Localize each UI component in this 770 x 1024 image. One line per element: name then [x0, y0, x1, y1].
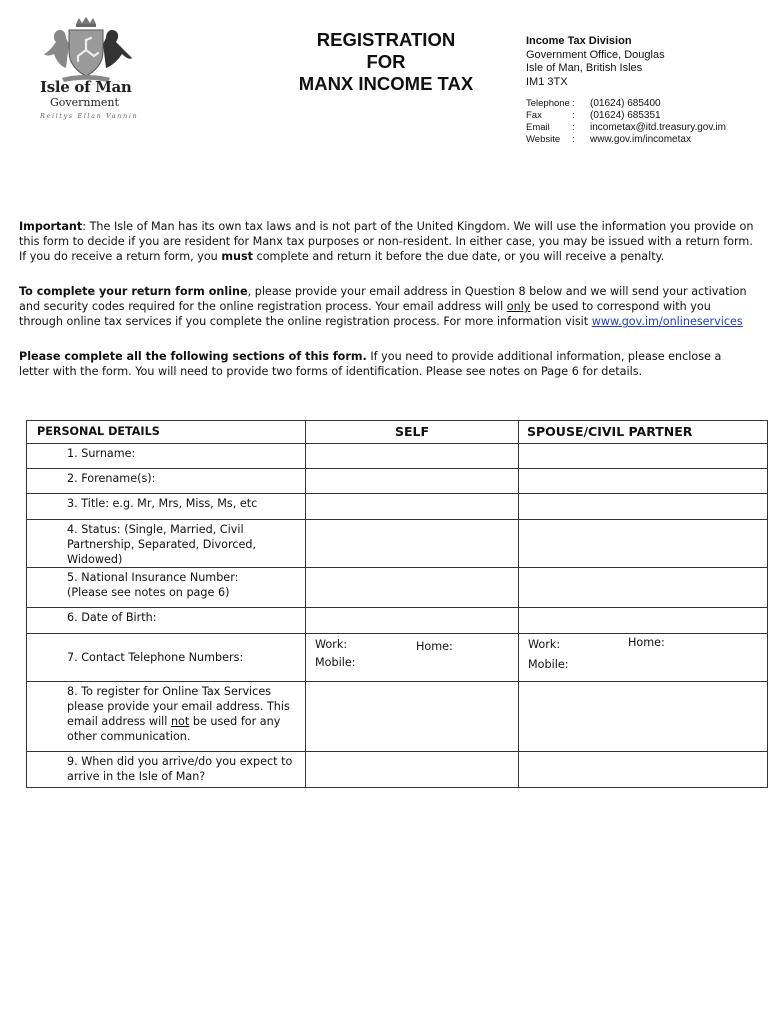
row-forenames-label: 2. Forename(s):	[27, 469, 306, 494]
spouse-arrival-field[interactable]	[519, 752, 768, 788]
self-title-field[interactable]	[306, 494, 519, 520]
spouse-ni-number-field[interactable]	[519, 568, 768, 608]
logo-subtitle: Government	[50, 96, 119, 109]
spouse-title-field[interactable]	[519, 494, 768, 520]
header-self: SELF	[306, 421, 519, 444]
personal-details-table	[26, 420, 768, 788]
spouse-email-field[interactable]	[519, 682, 768, 752]
online-paragraph: To complete your return form online, please provide your email address in Question 8 below and we will send your activation and security codes required for the online registration process. Your email address will only be used to correspond with you through online tax services if you complete the online registration process. For more information visit www.gov.im/onlineservices	[19, 285, 747, 329]
row-surname-label: 1. Surname:	[27, 444, 306, 469]
row-title-label: 3. Title: e.g. Mr, Mrs, Miss, Ms, etc	[27, 494, 306, 520]
self-mobile-label: Mobile:	[315, 656, 356, 669]
spouse-status-field[interactable]	[519, 520, 768, 568]
online-services-link[interactable]: www.gov.im/onlineservices	[591, 315, 743, 329]
row-dob-label: 6. Date of Birth:	[27, 608, 306, 634]
self-arrival-field[interactable]	[306, 752, 519, 788]
spouse-home-label: Home:	[628, 636, 665, 649]
self-ni-number-field[interactable]	[306, 568, 519, 608]
row-email-label: 8. To register for Online Tax Services please provide your email address. This email address will not be used for any other communication.	[27, 682, 306, 752]
row-phone-label: 7. Contact Telephone Numbers:	[27, 634, 306, 682]
spouse-work-label: Work:	[528, 638, 561, 651]
spouse-forenames-field[interactable]	[519, 469, 768, 494]
office-address	[526, 35, 665, 89]
office-line-2: Isle of Man, British Isles	[526, 62, 643, 74]
contact-fax: Fax : (01624) 685351	[526, 110, 661, 121]
complete-paragraph: Please complete all the following sections of this form. If you need to provide additional information, please enclose a letter with the form. You will need to provide two forms of identification. Please see notes on Page 6 for details.	[19, 350, 722, 379]
important-paragraph: Important: The Isle of Man has its own tax laws and is not part of the United Kingdom. We will use the information you provide on this form to decide if you are resident for Manx tax purposes or non-resident. In either case, you may be issued with a return form. If you do receive a return form, you must complete and return it before the due date, or you will receive a penalty.	[19, 220, 754, 264]
logo-motto: Reiltys Ellan Vannin	[40, 112, 139, 120]
row-arrival-label: 9. When did you arrive/do you expect to arrive in the Isle of Man?	[27, 752, 306, 788]
self-dob-field[interactable]	[306, 608, 519, 634]
office-line-1: Government Office, Douglas	[526, 48, 665, 61]
self-phone-field[interactable]	[306, 634, 519, 682]
self-status-field[interactable]	[306, 520, 519, 568]
header-personal-details: PERSONAL DETAILS	[27, 421, 306, 444]
page-title-line-1: REGISTRATION	[316, 29, 456, 50]
self-email-field[interactable]	[306, 682, 519, 752]
row-status-label: 4. Status: (Single, Married, Civil Partnership, Separated, Divorced, Widowed)	[27, 520, 306, 568]
row-ni-number-label: 5. National Insurance Number: (Please see notes on page 6)	[27, 568, 306, 608]
spouse-phone-field[interactable]	[519, 634, 768, 682]
page-title-line-2: FOR	[366, 51, 406, 72]
self-surname-field[interactable]	[306, 444, 519, 469]
contact-telephone: Telephone : (01624) 685400	[526, 98, 661, 109]
isle-of-man-crest-icon	[36, 16, 136, 86]
office-line-3: IM1 3TX	[526, 75, 568, 88]
self-home-label: Home:	[416, 640, 453, 653]
office-division: Income Tax Division	[526, 35, 632, 47]
self-work-label: Work:	[315, 638, 348, 651]
spouse-surname-field[interactable]	[519, 444, 768, 469]
spouse-dob-field[interactable]	[519, 608, 768, 634]
header-spouse: SPOUSE/CIVIL PARTNER	[519, 421, 768, 444]
spouse-mobile-label: Mobile:	[528, 658, 569, 671]
self-forenames-field[interactable]	[306, 469, 519, 494]
contact-website: Website : www.gov.im/incometax	[526, 134, 691, 145]
page-title-line-3: MANX INCOME TAX	[298, 73, 474, 94]
contact-email: Email : incometax@itd.treasury.gov.im	[526, 122, 726, 133]
logo-name: Isle of Man	[40, 78, 132, 96]
contact-list	[526, 98, 726, 146]
